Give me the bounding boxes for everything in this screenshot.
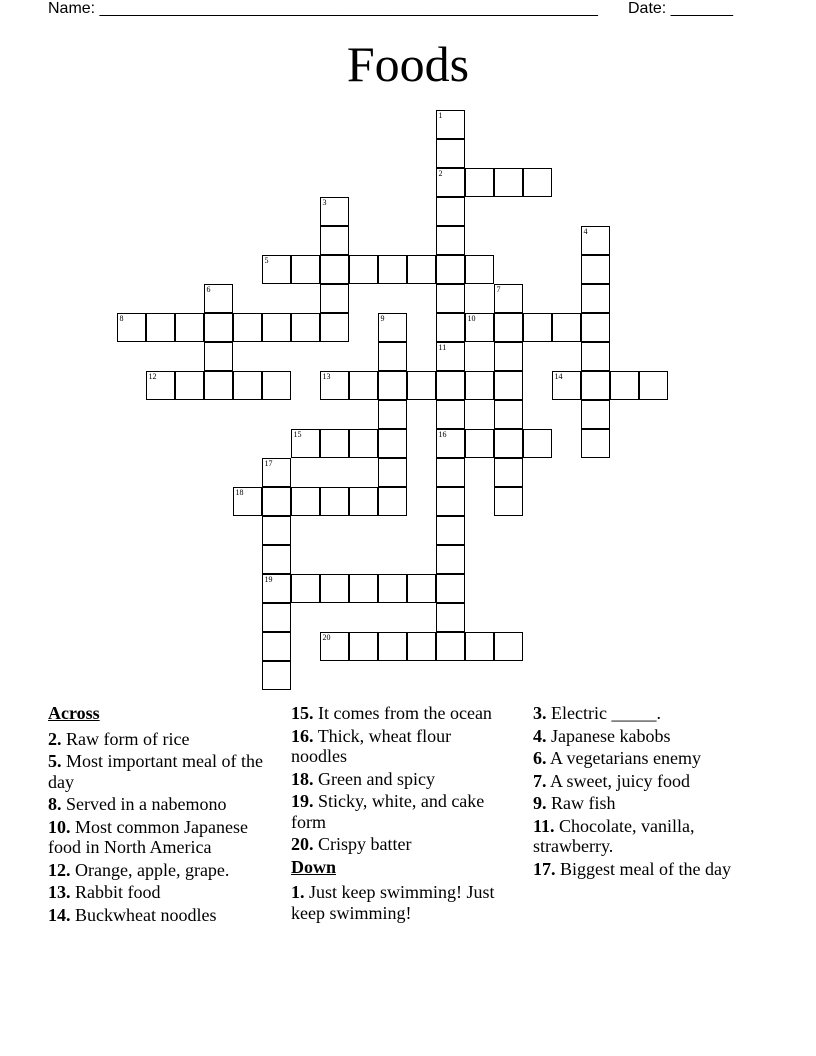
clue-number: 12: [148, 371, 157, 381]
grid-cell[interactable]: [320, 197, 349, 226]
grid-cell[interactable]: [465, 255, 494, 284]
clue-number: 1: [438, 110, 443, 120]
clue-number: 9: [380, 313, 385, 323]
clue-across-19: 19. Sticky, white, and cake form: [291, 791, 485, 832]
clue-down-11: 11. Chocolate, vanilla, strawberry.: [533, 815, 695, 856]
grid-cell[interactable]: [407, 371, 436, 400]
clue-column-1: [48, 703, 273, 927]
grid-cell[interactable]: [407, 574, 436, 603]
grid-cell[interactable]: [610, 371, 639, 400]
grid-cell[interactable]: [436, 226, 465, 255]
grid-cell[interactable]: [117, 313, 146, 342]
clue-across-8: 8. Served in a nabemono: [48, 794, 227, 814]
grid-cell[interactable]: [494, 313, 523, 342]
grid-cell[interactable]: [320, 284, 349, 313]
grid-cell[interactable]: [291, 255, 320, 284]
grid-cell[interactable]: [436, 400, 465, 429]
grid-cell[interactable]: [262, 574, 291, 603]
clue-number: 8: [119, 313, 124, 323]
grid-cell[interactable]: [494, 168, 523, 197]
grid-cell[interactable]: [436, 342, 465, 371]
grid-cell[interactable]: [262, 545, 291, 574]
grid-cell[interactable]: [436, 139, 465, 168]
grid-cell[interactable]: [291, 429, 320, 458]
clue-down-4: 4. Japanese kabobs: [533, 725, 671, 746]
grid-cell[interactable]: [494, 371, 523, 400]
grid-cell[interactable]: [262, 255, 291, 284]
clue-number: 7: [496, 284, 501, 294]
clue-number: 10: [467, 313, 476, 323]
grid-cell[interactable]: [262, 516, 291, 545]
grid-cell[interactable]: [436, 197, 465, 226]
page-title: Foods: [346, 36, 470, 92]
grid-cell[interactable]: [378, 458, 407, 487]
grid-cell[interactable]: [320, 632, 349, 661]
clue-down-3: 3. Electric _____.: [533, 703, 661, 723]
grid-cell[interactable]: [436, 458, 465, 487]
clue-across-16: 16. Thick, wheat flour noodles: [291, 725, 452, 766]
grid-cell[interactable]: [523, 313, 552, 342]
grid-cell[interactable]: [436, 545, 465, 574]
clue-down-7: 7. A sweet, juicy food: [533, 770, 690, 791]
grid-cell[interactable]: [204, 313, 233, 342]
grid-cell[interactable]: [436, 371, 465, 400]
grid-cell[interactable]: [378, 632, 407, 661]
grid-cell[interactable]: [407, 632, 436, 661]
clue-number: 5: [264, 255, 269, 265]
grid-cell[interactable]: [233, 313, 262, 342]
grid-cell[interactable]: [320, 487, 349, 516]
clue-number: 20: [322, 632, 331, 642]
grid-cell[interactable]: [523, 429, 552, 458]
grid-cell[interactable]: [349, 487, 378, 516]
clue-across-5: 5. Most important meal of the day: [48, 751, 263, 792]
grid-cell[interactable]: [378, 342, 407, 371]
grid-cell[interactable]: [436, 110, 465, 139]
grid-cell[interactable]: [465, 168, 494, 197]
grid-cell[interactable]: [465, 313, 494, 342]
clue-number: 13: [322, 371, 331, 381]
grid-cell[interactable]: [436, 429, 465, 458]
clue-across-18: 18. Green and spicy: [291, 768, 435, 789]
grid-cell[interactable]: [639, 371, 668, 400]
grid-cell[interactable]: [291, 574, 320, 603]
grid-cell[interactable]: [436, 487, 465, 516]
grid-cell[interactable]: [262, 632, 291, 661]
clue-number: 17: [264, 458, 273, 468]
grid-cell[interactable]: [378, 487, 407, 516]
clue-down-6: 6. A vegetarians enemy: [533, 748, 701, 768]
grid-cell[interactable]: [175, 371, 204, 400]
grid-cell[interactable]: [465, 371, 494, 400]
grid-cell[interactable]: [233, 371, 262, 400]
grid-cell[interactable]: [436, 574, 465, 603]
grid-cell[interactable]: [349, 574, 378, 603]
grid-cell[interactable]: [494, 458, 523, 487]
date-field: Date: _______: [628, 0, 733, 17]
clue-across-10: 10. Most common Japanese food in North America: [48, 816, 248, 857]
across-heading: Across: [48, 703, 100, 723]
grid-cell[interactable]: [262, 487, 291, 516]
clue-across-2: 2. Raw form of rice: [48, 728, 190, 749]
clue-number: 3: [322, 197, 327, 207]
grid-cell[interactable]: [494, 487, 523, 516]
clue-number: 15: [293, 429, 302, 439]
grid-cell[interactable]: [146, 371, 175, 400]
grid-cell[interactable]: [349, 371, 378, 400]
clue-across-20: 20. Crispy batter: [291, 834, 412, 854]
grid-cell[interactable]: [378, 574, 407, 603]
grid-cell[interactable]: [349, 632, 378, 661]
down-heading: Down: [291, 856, 337, 877]
grid-cell[interactable]: [581, 342, 610, 371]
grid-cell[interactable]: [581, 284, 610, 313]
grid-cell[interactable]: [204, 342, 233, 371]
grid-cell[interactable]: [436, 313, 465, 342]
grid-cell[interactable]: [581, 255, 610, 284]
grid-cell[interactable]: [320, 255, 349, 284]
clue-across-14: 14. Buckwheat noodles: [48, 904, 217, 925]
grid-cell[interactable]: [436, 255, 465, 284]
grid-cell[interactable]: [262, 313, 291, 342]
grid-cell[interactable]: [465, 632, 494, 661]
clue-number: 11: [438, 342, 447, 352]
grid-cell[interactable]: [552, 371, 581, 400]
grid-cell[interactable]: [262, 458, 291, 487]
clue-number: 18: [235, 487, 244, 497]
grid-cell[interactable]: [378, 400, 407, 429]
grid-cell[interactable]: [523, 168, 552, 197]
grid-cell[interactable]: [581, 226, 610, 255]
clue-across-13: 13. Rabbit food: [48, 882, 161, 902]
grid-cell[interactable]: [320, 226, 349, 255]
grid-cell[interactable]: [146, 313, 175, 342]
grid-cell[interactable]: [494, 429, 523, 458]
grid-cell[interactable]: [204, 371, 233, 400]
grid-cell[interactable]: [378, 313, 407, 342]
grid-cell[interactable]: [494, 284, 523, 313]
grid-cell[interactable]: [494, 632, 523, 661]
grid-cell[interactable]: [494, 342, 523, 371]
clue-down-1: 1. Just keep swimming! Just keep swimming!: [291, 882, 495, 923]
grid-cell[interactable]: [262, 371, 291, 400]
grid-cell[interactable]: [552, 313, 581, 342]
grid-cell[interactable]: [291, 313, 320, 342]
grid-cell[interactable]: [378, 255, 407, 284]
grid-cell[interactable]: [581, 313, 610, 342]
grid-cell[interactable]: [436, 168, 465, 197]
grid-cell[interactable]: [378, 429, 407, 458]
grid-cell[interactable]: [320, 313, 349, 342]
grid-cell[interactable]: [262, 603, 291, 632]
grid-cell[interactable]: [204, 284, 233, 313]
grid-cell[interactable]: [320, 429, 349, 458]
clue-number: 2: [438, 168, 443, 178]
clue-column-3: [533, 703, 773, 881]
grid-cell[interactable]: [581, 371, 610, 400]
clue-across-12: 12. Orange, apple, grape.: [48, 859, 230, 880]
grid-cell[interactable]: [349, 255, 378, 284]
grid-cell[interactable]: [581, 429, 610, 458]
clue-column-2: [291, 703, 506, 925]
clue-down-9: 9. Raw fish: [533, 793, 616, 813]
grid-cell[interactable]: [233, 487, 262, 516]
grid-cell[interactable]: [581, 400, 610, 429]
clue-number: 4: [583, 226, 588, 236]
clue-number: 6: [206, 284, 211, 294]
grid-cell[interactable]: [494, 400, 523, 429]
grid-cell[interactable]: [262, 661, 291, 690]
grid-cell[interactable]: [291, 487, 320, 516]
grid-cell[interactable]: [320, 371, 349, 400]
grid-cell[interactable]: [378, 371, 407, 400]
grid-cell[interactable]: [436, 516, 465, 545]
clue-across-15: 15. It comes from the ocean: [291, 703, 492, 723]
grid-cell[interactable]: [407, 255, 436, 284]
clue-down-17: 17. Biggest meal of the day: [533, 858, 731, 879]
grid-cell[interactable]: [465, 429, 494, 458]
grid-cell[interactable]: [436, 632, 465, 661]
name-field: Name: ________________________________________________________: [48, 0, 598, 17]
clue-number: 16: [438, 429, 447, 439]
clue-number: 19: [264, 574, 273, 584]
clue-number: 14: [554, 371, 563, 381]
grid-cell[interactable]: [320, 574, 349, 603]
grid-cell[interactable]: [349, 429, 378, 458]
grid-cell[interactable]: [436, 284, 465, 313]
grid-cell[interactable]: [436, 603, 465, 632]
grid-cell[interactable]: [175, 313, 204, 342]
